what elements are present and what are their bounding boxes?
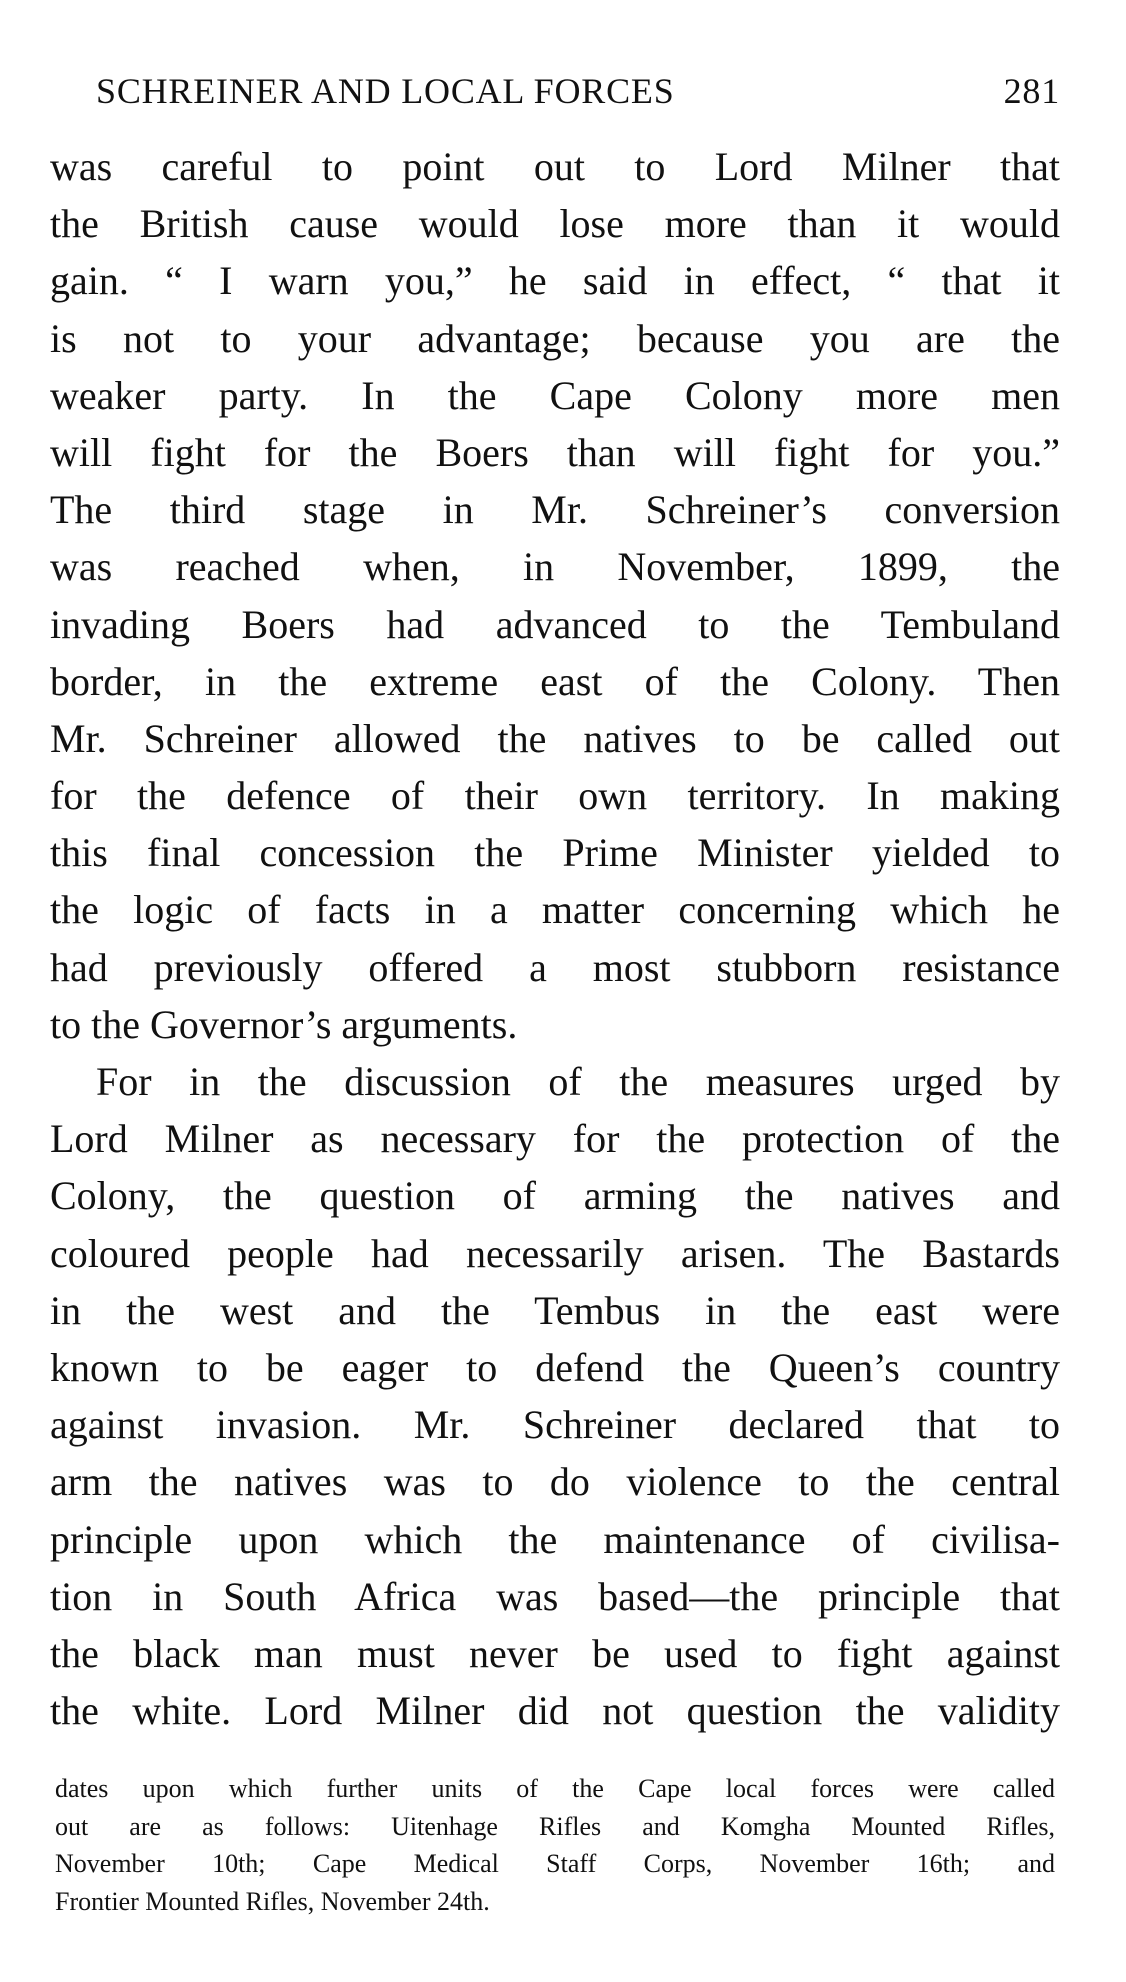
text-line: Colony, the question of arming the natives and <box>50 1173 1060 1219</box>
text-line: tion in South Africa was based—the principle that <box>50 1573 1060 1619</box>
footnote <box>55 1770 1055 1920</box>
text-line: had previously offered a most stubborn resistance <box>50 944 1060 990</box>
paragraph-2 <box>50 1053 1060 1739</box>
text-line: invading Boers had advanced to the Tembuland <box>50 601 1060 647</box>
text-line: principle upon which the maintenance of civilisa- <box>50 1516 1060 1562</box>
text-line: the white. Lord Milner did not question the validity <box>50 1688 1060 1734</box>
text-line: against invasion. Mr. Schreiner declared that to <box>50 1402 1060 1448</box>
text-line: Lord Milner as necessary for the protection of the <box>50 1116 1060 1162</box>
text-line: in the west and the Tembus in the east were <box>50 1287 1060 1333</box>
text-line: was reached when, in November, 1899, the <box>50 544 1060 590</box>
text-line: the black man must never be used to fight against <box>50 1630 1060 1676</box>
text-line: arm the natives was to do violence to the central <box>50 1459 1060 1505</box>
text-line: this final concession the Prime Minister yielded to <box>50 830 1060 876</box>
text-line: border, in the extreme east of the Colony. Then <box>50 658 1060 704</box>
text-line: known to be eager to defend the Queen’s country <box>50 1344 1060 1390</box>
chapter-title: SCHREINER AND LOCAL FORCES <box>96 71 675 111</box>
text-line: The third stage in Mr. Schreiner’s conversion <box>50 487 1060 533</box>
paragraph-1 <box>50 138 1060 1053</box>
text-line: weaker party. In the Cape Colony more men <box>50 372 1060 418</box>
text-line: For in the discussion of the measures urged by <box>96 1059 1060 1104</box>
footnote-line: out are as follows: Uitenhage Rifles and Komgha Mounted Rifles, <box>55 1811 1055 1841</box>
text-line: gain. “ I warn you,” he said in effect, “ that it <box>50 258 1060 304</box>
body-text <box>50 138 1060 1739</box>
footnote-line: November 10th; Cape Medical Staff Corps, November 16th; and <box>55 1849 1055 1878</box>
text-line: Mr. Schreiner allowed the natives to be called out <box>50 715 1060 761</box>
footnote-line: Frontier Mounted Rifles, November 24th. <box>55 1886 490 1916</box>
text-line: will fight for the Boers than will fight for you.” <box>50 429 1060 475</box>
text-line: is not to your advantage; because you are the <box>50 315 1060 361</box>
text-line: was careful to point out to Lord Milner that <box>50 144 1060 189</box>
text-line: to the Governor’s arguments. <box>50 1001 518 1047</box>
running-head <box>50 70 1060 120</box>
footnote-line: dates upon which further units of the Cape local forces were called <box>55 1774 1055 1803</box>
text-line: for the defence of their own territory. In making <box>50 773 1060 819</box>
text-line: the logic of facts in a matter concerning which he <box>50 887 1060 933</box>
page-number: 281 <box>1003 71 1060 111</box>
text-line: coloured people had necessarily arisen. The Bastards <box>50 1230 1060 1276</box>
text-line: the British cause would lose more than it would <box>50 201 1060 247</box>
